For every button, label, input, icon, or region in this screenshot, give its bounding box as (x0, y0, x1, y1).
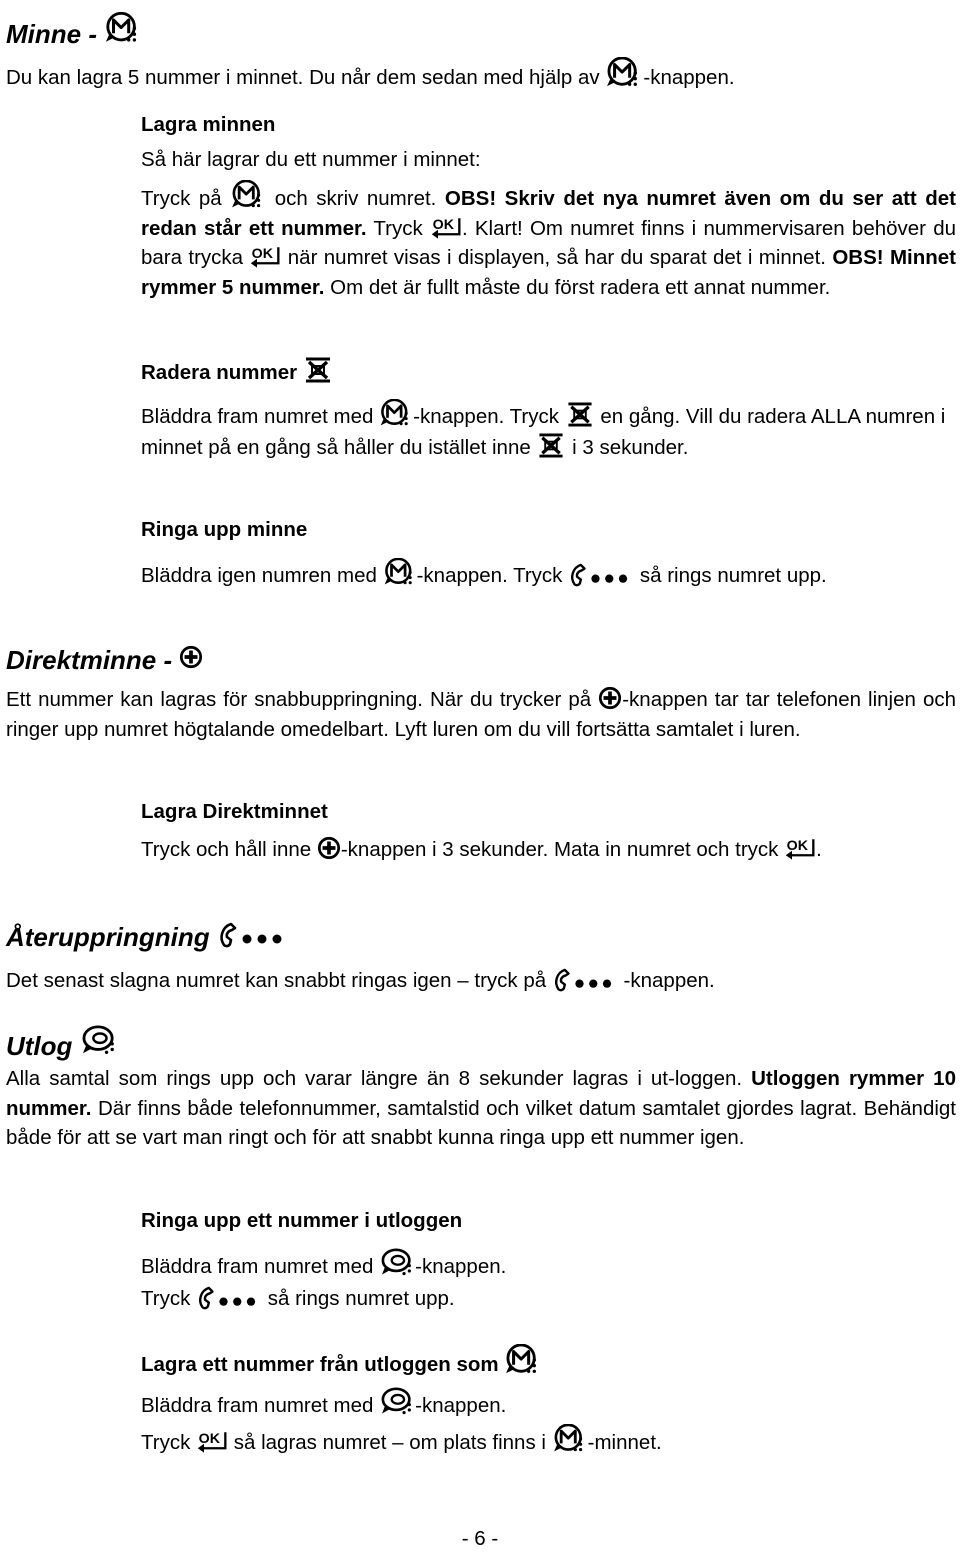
memory-icon (605, 57, 643, 89)
section-heading-ateruppringning (6, 922, 289, 950)
text: Om numret finns i nummervisaren behöver du bara trycka (141, 216, 957, 269)
subheading-ringa-upp-minne: Ringa upp minne (141, 518, 308, 541)
memory-icon (383, 558, 417, 587)
log-icon (80, 1025, 118, 1057)
text: Tryck (141, 1287, 191, 1310)
log-icon (379, 1248, 415, 1278)
ok-icon (430, 216, 462, 240)
text-line: Så här lagrar du ett nummer i minnet: (141, 148, 481, 171)
text-line (141, 1248, 956, 1282)
bold-text: Utloggen rymmer 10 nummer. (6, 1067, 956, 1120)
bold-text: OBS! Minnet rymmer 5 nummer. (141, 246, 956, 299)
text: Bläddra igen numren med (141, 564, 377, 587)
text: -knappen. Tryck (416, 564, 563, 587)
subheading-lagra-direktminnet: Lagra Direktminnet (141, 800, 328, 823)
memory-icon (552, 1424, 588, 1454)
text-line (141, 1284, 956, 1314)
text: Ett nummer kan lagras för snabbuppringning. När du trycker på (6, 688, 592, 711)
text-line (141, 1424, 956, 1458)
memory-icon (104, 12, 142, 45)
text: Bläddra fram numret med (141, 1255, 374, 1278)
direktminne-body (6, 685, 956, 744)
text: . (816, 838, 822, 861)
ateruppringning-body (6, 966, 956, 996)
utlog-body (6, 1064, 956, 1153)
text: när numret visas i displayen, så har du sparat det i minnet. (287, 246, 826, 269)
section-heading-utlog (6, 1025, 118, 1059)
ok-icon (784, 837, 816, 861)
minne-intro (6, 57, 956, 93)
text: Tryck och håll inne (141, 838, 312, 861)
ringa-upp-minne-body (141, 558, 956, 591)
text: Det senast slagna numret kan snabbt ringas igen – tryck på (6, 969, 547, 992)
text: Radera nummer (141, 361, 298, 384)
plus-icon (317, 836, 341, 860)
delete-icon (536, 432, 566, 459)
subheading-ringa-upp-utloggen: Ringa upp ett nummer i utloggen (141, 1209, 463, 1232)
text: Tryck på (141, 187, 222, 210)
section-heading-direktminne (6, 645, 203, 673)
heading-text: Återuppringning (6, 922, 210, 952)
text: Tryck (141, 1431, 191, 1454)
heading-text: Direktminne - (6, 645, 173, 675)
text: Tryck (373, 216, 423, 240)
plus-icon (598, 686, 622, 710)
plus-icon (179, 645, 203, 669)
text-line (141, 1387, 956, 1421)
redial-icon (568, 563, 634, 587)
text: Bläddra fram numret med (141, 1394, 374, 1417)
text: så lagras numret – om plats finns i (233, 1431, 546, 1454)
heading-text: Minne - (6, 19, 97, 49)
ok-icon (249, 245, 281, 269)
text: -minnet. (587, 1431, 662, 1454)
delete-icon (565, 401, 595, 428)
text: en gång. (600, 405, 681, 428)
bold-text: OBS! Skriv det nya numret även om du ser att det redan står ett nummer. (141, 187, 957, 240)
text: -knappen. (415, 1394, 507, 1417)
text: -knappen. (623, 969, 715, 992)
text: så rings numret upp. (267, 1287, 455, 1310)
memory-icon (504, 1344, 542, 1376)
text: -knappen tar tar telefonen linjen och ringer upp numret högtalande omedelbart. Lyft luren om du vill fortsätta samtalet i luren. (6, 688, 956, 741)
log-icon (379, 1387, 415, 1417)
text: . Klart! (461, 216, 523, 240)
lagra-minnen-body (141, 180, 956, 302)
page-number: - 6 - (461, 1527, 499, 1550)
text: Lagra ett nummer från utloggen som (141, 1353, 499, 1376)
subheading-lagra-minnen: Lagra minnen (141, 113, 276, 136)
ok-icon (196, 1430, 228, 1454)
text: och skriv numret. (274, 187, 437, 210)
memory-icon (379, 399, 413, 428)
text: -knappen. (643, 66, 735, 89)
heading-text: Utlog (6, 1031, 73, 1061)
text: -knappen i 3 sekunder. Mata in numret och tryck (340, 838, 779, 861)
text: Vill du radera ALLA numren i minnet på en gång så håller du istället inne (141, 405, 946, 459)
delete-icon (303, 356, 333, 384)
memory-icon (230, 180, 266, 210)
redial-icon (217, 922, 289, 948)
section-heading-minne (6, 12, 142, 47)
redial-icon (552, 968, 618, 992)
subheading-lagra-fran-utloggen (141, 1344, 542, 1379)
text: så rings numret upp. (639, 564, 827, 587)
redial-icon (196, 1286, 262, 1310)
text: Alla samtal som rings upp och varar längre än 8 sekunder lagras i ut-loggen. (6, 1067, 743, 1090)
subheading-radera-nummer (141, 356, 333, 387)
text: -knappen. (415, 1255, 507, 1278)
lagra-direktminnet-body (141, 835, 956, 865)
text: Bläddra fram numret med (141, 405, 374, 428)
text: -knappen. Tryck (413, 405, 559, 428)
text: Du kan lagra 5 nummer i minnet. Du når dem sedan med hjälp av (6, 66, 600, 89)
text: Om det är fullt måste du först radera ett annat nummer. (330, 275, 831, 299)
text: i 3 sekunder. (572, 435, 689, 459)
text: Där finns både telefonnummer, samtalstid och vilket datum samtalet gjordes lagrat. Behändigt både för att se vart man ringt och för att snabbt kunna ringa upp ett nummer igen. (6, 1096, 956, 1149)
radera-body (141, 399, 956, 462)
